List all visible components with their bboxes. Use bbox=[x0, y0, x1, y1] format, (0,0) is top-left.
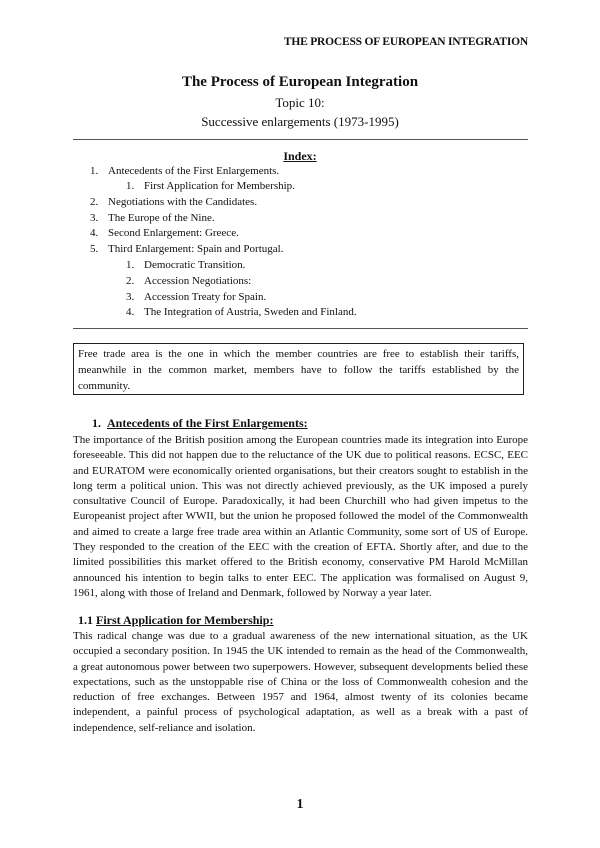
section-title: First Application for Membership: bbox=[96, 613, 274, 627]
toc-number: 4. bbox=[126, 306, 135, 318]
toc-label: Accession Negotiations: bbox=[144, 275, 252, 287]
toc-subitem bbox=[126, 179, 295, 194]
section-body: The importance of the British position among the European countries made its integration into Europe foreseeable. This did not happen due to the reluctance of the UK due to political reasons. ECSC, EEC and EURATOM were economically oriented organisations, but their creators sought to establish in the long term a political union. This was not directly achieved previously, as the UK imposed a purely consultative Council of Europe. Paradoxically, it had been Churchill who had given impetus to the Europeanist project after WWII, but the union he proposed followed the model of the Commonwealth and aimed to create a large free trade area within an Atlantic Community, some sort of US of Europe. They responded to the creation of the EEC with the creation of EFTA. Shortly after, and due to the limited possibilities this market offered to the British economy, conservative PM Harold McMillan announced his intention to begin talks to enter EEC. The application was formalised on August 9, 1961, along with those of Ireland and Denmark, followed by Norway a year later. bbox=[73, 434, 528, 599]
index-divider bbox=[73, 328, 528, 329]
document-title: The Process of European Integration bbox=[181, 74, 419, 90]
toc-label: The Integration of Austria, Sweden and Finland. bbox=[144, 306, 357, 318]
toc-number: 3. bbox=[126, 291, 135, 303]
toc-label: Accession Treaty for Spain. bbox=[144, 291, 267, 303]
toc-label: Antecedents of the First Enlargements. bbox=[108, 165, 280, 177]
section-number: 1.1 bbox=[78, 613, 93, 627]
topic-label: Topic 10: bbox=[275, 95, 325, 110]
toc-label: Democratic Transition. bbox=[144, 259, 246, 271]
definition-note-box: Free trade area is the one in which the member countries are free to establish their tariffs, meanwhile in the common market, members have to follow the tariffs established by the community. bbox=[73, 343, 524, 395]
top-divider bbox=[73, 139, 528, 140]
toc-number: 3. bbox=[90, 212, 99, 224]
toc-number: 2. bbox=[90, 196, 99, 208]
toc-item bbox=[90, 164, 279, 179]
subsection-heading bbox=[78, 613, 273, 628]
toc-item bbox=[90, 226, 239, 241]
toc-item bbox=[90, 242, 283, 257]
toc-label: The Europe of the Nine. bbox=[108, 212, 215, 224]
toc-subitem bbox=[126, 258, 245, 273]
section-number: 1. bbox=[92, 416, 101, 430]
toc-label: Negotiations with the Candidates. bbox=[108, 196, 258, 208]
index-heading: Index: bbox=[283, 149, 317, 163]
running-header: THE PROCESS OF EUROPEAN INTEGRATION bbox=[283, 36, 528, 48]
toc-subitem bbox=[126, 305, 357, 320]
toc-number: 1. bbox=[90, 165, 99, 177]
section-body: This radical change was due to a gradual awareness of the new international situation, as the UK occupied a secondary position. In 1945 the UK intended to remain as the head of the Commonwealth, a great autonomous power between two superpowers. However, subsequent developments belied these expectations, such as the unstoppable rise of China or the loss of Commonwealth cohesion and the reduction of free exchanges. Between 1957 and 1964, almost twenty of its colonies became independent, a painful process of psychological adaptation, as well as a break with a past of independence, self-reliance and isolation. bbox=[73, 630, 528, 734]
toc-subitem bbox=[126, 274, 251, 289]
section-title: Antecedents of the First Enlargements: bbox=[107, 416, 308, 430]
toc-label: First Application for Membership. bbox=[144, 180, 295, 192]
toc-number: 1. bbox=[126, 180, 135, 192]
toc-item bbox=[90, 211, 215, 226]
toc-label: Third Enlargement: Spain and Portugal. bbox=[108, 243, 284, 255]
toc-item bbox=[90, 195, 257, 210]
toc-subitem bbox=[126, 290, 266, 305]
toc-number: 1. bbox=[126, 259, 135, 271]
toc-number: 4. bbox=[90, 227, 99, 239]
document-subtitle: Successive enlargements (1973-1995) bbox=[201, 114, 399, 129]
toc-number: 5. bbox=[90, 243, 99, 255]
toc-number: 2. bbox=[126, 275, 135, 287]
section-heading bbox=[92, 416, 308, 431]
toc-label: Second Enlargement: Greece. bbox=[108, 227, 239, 239]
page-number: 1 bbox=[296, 797, 304, 812]
